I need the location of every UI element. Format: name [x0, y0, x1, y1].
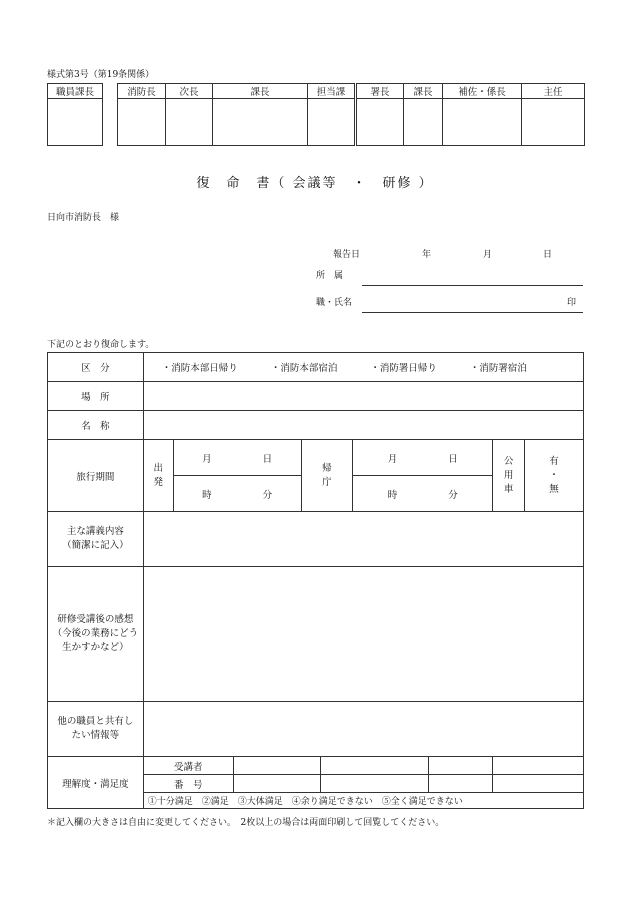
place-label: 場 所 [48, 382, 144, 411]
depart-date[interactable] [173, 440, 301, 476]
stamp-header: 消防長 [118, 84, 166, 99]
stamp-header: 課長 [213, 84, 308, 99]
travel-label: 旅行期間 [48, 440, 144, 512]
attendee-cell[interactable] [321, 757, 429, 775]
hour-unit: 時 [387, 489, 398, 501]
stamp-box[interactable] [166, 99, 213, 146]
form-id: 様式第3号（第19条関係） [47, 70, 155, 80]
report-day: 日 [543, 250, 553, 260]
stamp-box[interactable] [213, 99, 308, 146]
share-label: 他の職員と共有し たい情報等 [48, 702, 144, 757]
attendee-cell[interactable] [429, 757, 493, 775]
return-time[interactable] [353, 476, 493, 512]
number-cell[interactable] [233, 775, 321, 793]
attendee-label: 受講者 [143, 757, 233, 775]
stamp-header: 主任 [522, 84, 585, 99]
intro-text: 下記のとおり復命します。 [47, 340, 155, 350]
category-label: 区 分 [48, 353, 144, 382]
category-option[interactable]: ・消防署宿泊 [469, 363, 527, 374]
stamp-header: 署長 [356, 84, 404, 99]
lecture-field[interactable] [143, 512, 583, 567]
name-label: 名 称 [48, 411, 144, 440]
category-option[interactable]: ・消防本部日帰り [161, 363, 238, 374]
event-name-field[interactable] [143, 411, 583, 440]
addressee: 日向市消防長 様 [47, 213, 120, 223]
category-options [143, 353, 583, 382]
stamp-box[interactable] [522, 99, 585, 146]
lecture-label: 主な講義内容 （簡潔に記入） [48, 512, 144, 567]
stamp-header: 次長 [166, 84, 213, 99]
name-label: 職・氏名 [316, 298, 353, 308]
official-car-label: 公 用 車 [493, 440, 525, 512]
category-option[interactable]: ・消防署日帰り [370, 363, 437, 374]
report-month: 月 [483, 250, 493, 260]
depart-time[interactable] [173, 476, 301, 512]
main-table [47, 352, 584, 809]
satisfaction-scale: ①十分満足 ②満足 ③大体満足 ④余り満足できない ⑤全く満足できない [143, 793, 583, 809]
stamp-box[interactable] [308, 99, 356, 146]
stamp-header: 職員課長 [48, 84, 103, 99]
return-date[interactable] [353, 440, 493, 476]
stamp-box[interactable] [443, 99, 522, 146]
official-car-yes-no[interactable]: 有 ・ 無 [525, 440, 584, 512]
stamp-box[interactable] [404, 99, 443, 146]
stamp-header: 課長 [404, 84, 443, 99]
attendee-cell[interactable] [493, 757, 584, 775]
depart-label: 出 発 [143, 440, 173, 512]
attendee-cell[interactable] [233, 757, 321, 775]
satisfaction-label: 理解度・満足度 [48, 757, 144, 809]
day-unit: 日 [448, 453, 458, 465]
stamp-table-left [47, 83, 103, 146]
share-field[interactable] [143, 702, 583, 757]
category-option[interactable]: ・消防本部宿泊 [270, 363, 338, 374]
place-field[interactable] [143, 382, 583, 411]
stamp-header: 担当課 [308, 84, 356, 99]
affiliation-label: 所 属 [316, 271, 344, 281]
day-unit: 日 [262, 453, 273, 465]
month-unit: 月 [202, 453, 212, 465]
footnote: ＊記入欄の大きさは自由に変更してください。 2枚以上の場合は両面印刷して回覧してください。 [47, 818, 445, 828]
number-cell[interactable] [321, 775, 429, 793]
report-date-label: 報告日 [333, 250, 361, 260]
affiliation-field[interactable] [362, 271, 583, 286]
stamp-box[interactable] [356, 99, 404, 146]
number-cell[interactable] [429, 775, 493, 793]
impression-field[interactable] [143, 567, 583, 702]
return-label: 帰 庁 [301, 440, 353, 512]
stamp-box[interactable] [48, 99, 103, 146]
page-title: 復 命 書（ 会議等 ・ 研修 ） [196, 176, 434, 191]
number-label: 番 号 [143, 775, 233, 793]
number-cell[interactable] [493, 775, 584, 793]
month-unit: 月 [387, 453, 398, 465]
name-field[interactable] [362, 298, 583, 313]
hour-unit: 時 [202, 489, 212, 501]
seal-mark: 印 [567, 298, 577, 308]
stamp-table-main [117, 83, 585, 146]
stamp-header: 補佐・係長 [443, 84, 522, 99]
report-year: 年 [422, 250, 432, 260]
minute-unit: 分 [448, 489, 458, 501]
impression-label: 研修受講後の感想 （今後の業務にどう 生かすかなど） [48, 567, 144, 702]
minute-unit: 分 [262, 489, 273, 501]
stamp-box[interactable] [118, 99, 166, 146]
